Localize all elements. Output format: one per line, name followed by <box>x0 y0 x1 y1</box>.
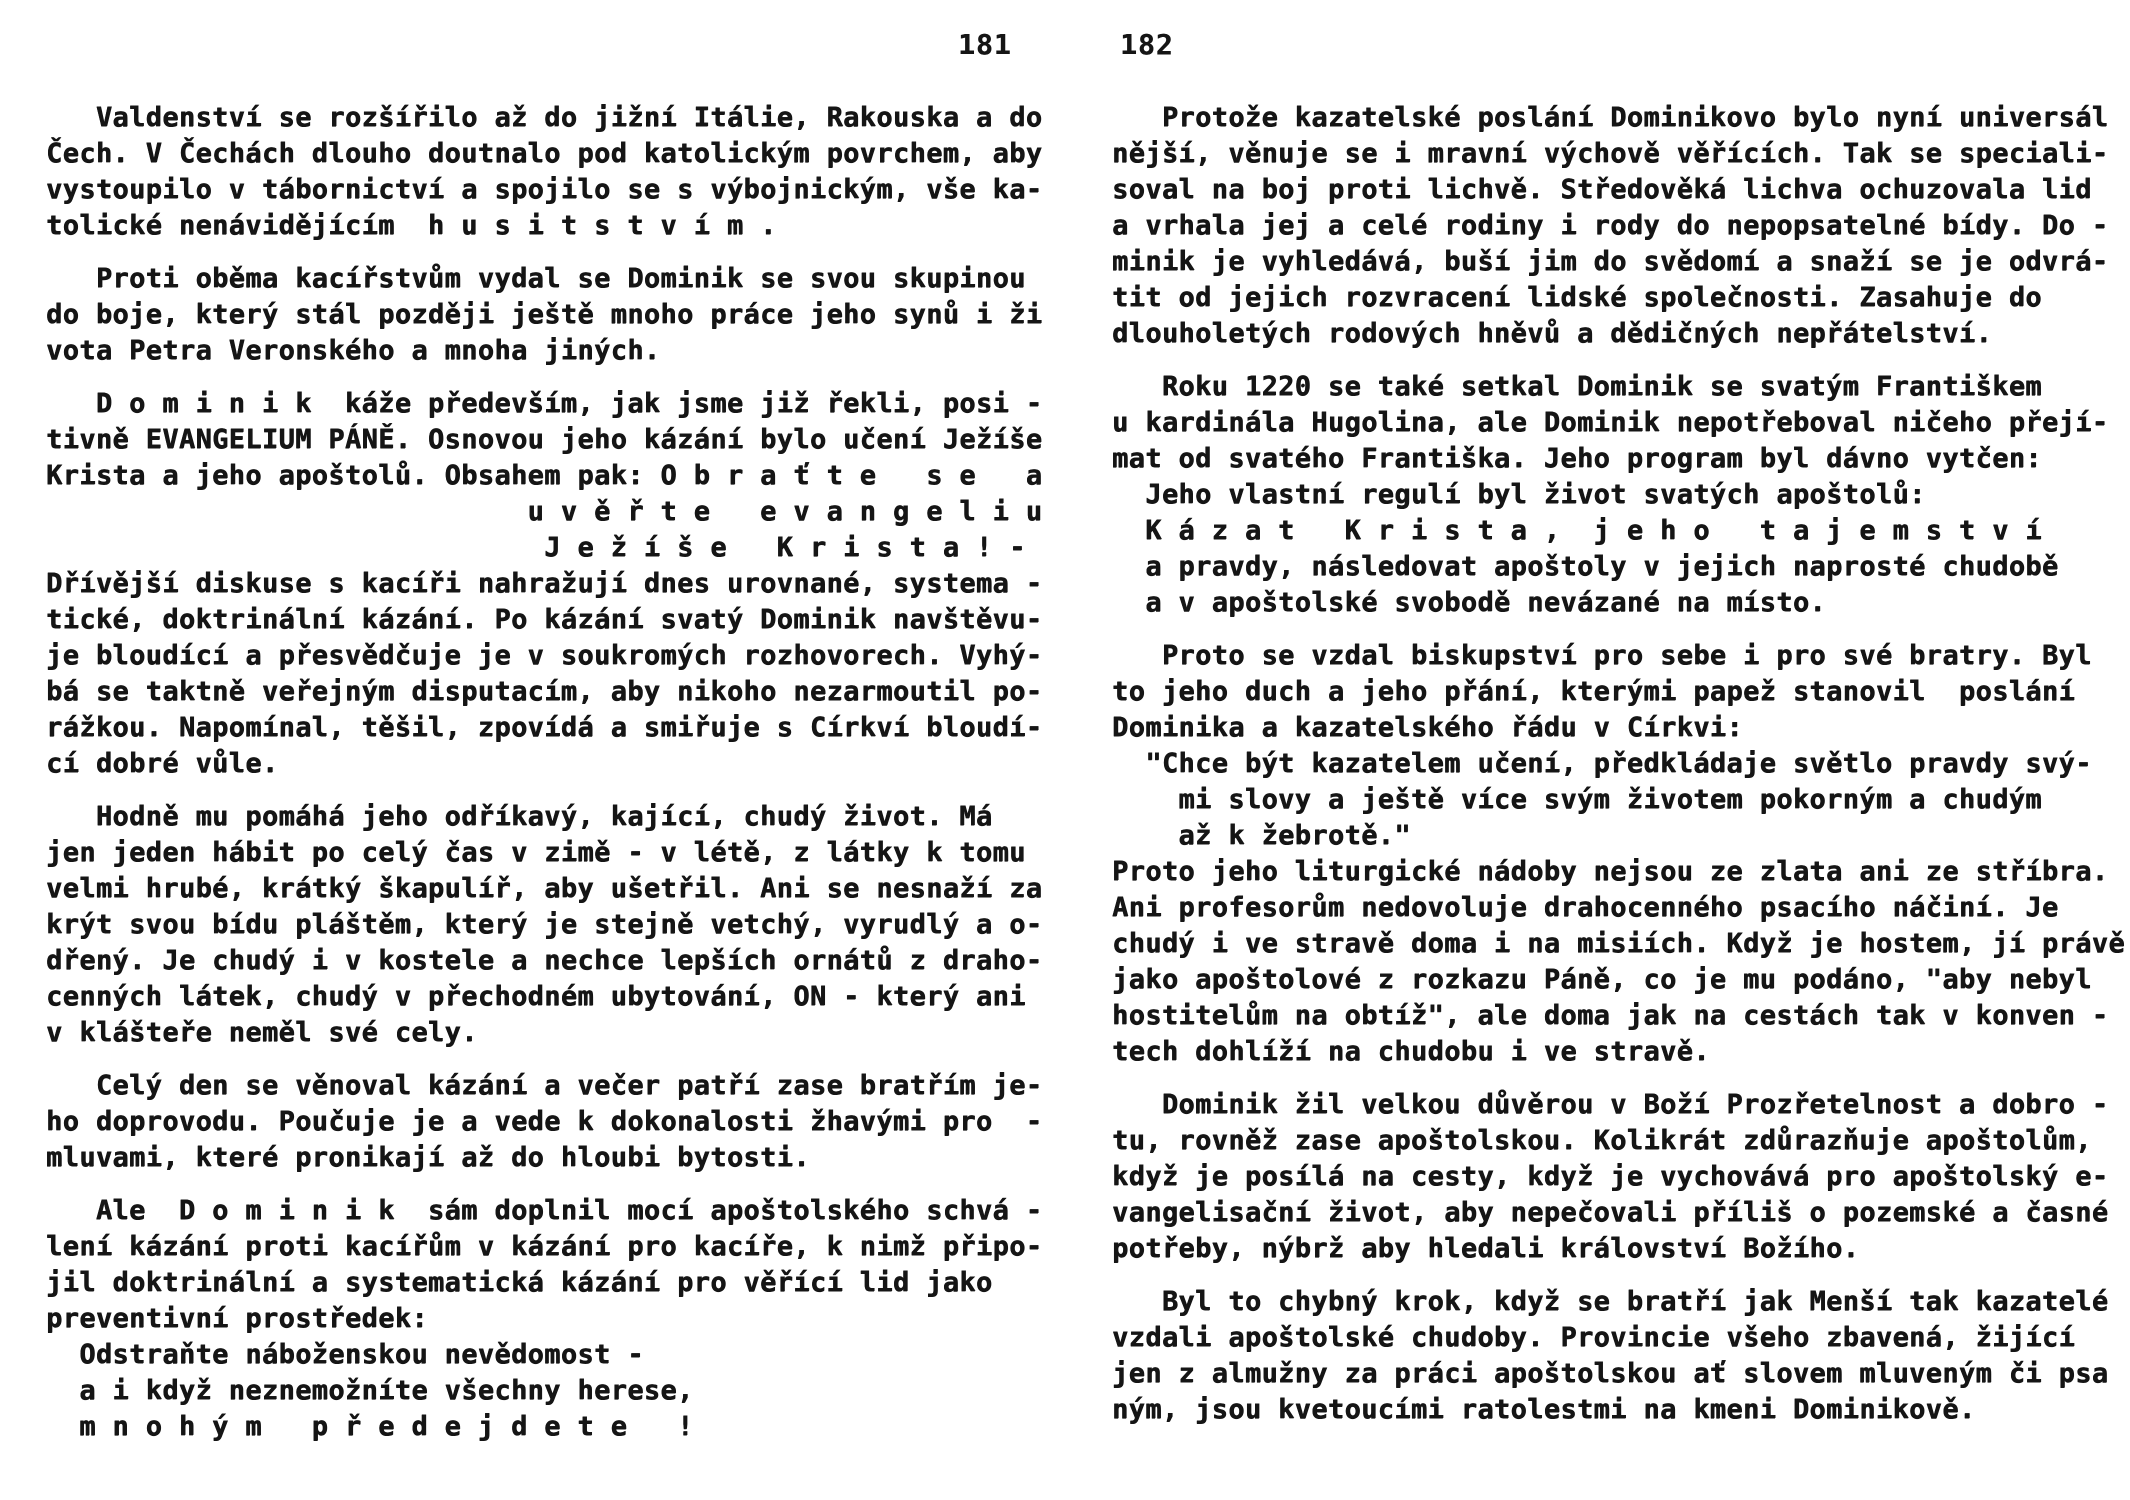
text-line: Krista a jeho apoštolů. Obsahem pak: O b r a ť t e s e a <box>46 460 1043 491</box>
text-line: hostitelům na obtíž", ale doma jak na cestách tak v konven - <box>1112 1000 2109 1031</box>
text-line: Dominika a kazatelského řádu v Církvi: <box>1112 712 1744 743</box>
text-line: mi slovy a ještě více svým životem pokorným a chudým <box>1112 784 2042 815</box>
page-right <box>1112 28 2125 1445</box>
text-line: vystoupilo v tábornictví a spojilo se s výbojnickým, vše ka- <box>46 174 1043 205</box>
text-line: K á z a t K r i s t a , j e h o t a j e m s t v í <box>1112 515 2042 546</box>
text-line: Ani profesorům nedovoluje drahocenného psacího náčiní. Je <box>1112 892 2059 923</box>
text-line: soval na boj proti lichvě. Středověká lichva ochuzovala lid <box>1112 174 2092 205</box>
text-line: tické, doktrinální kázání. Po kázání svatý Dominik navštěvu- <box>46 604 1043 635</box>
text-line: vzdali apoštolské chudoby. Provincie všeho zbavená, žijící <box>1112 1322 2076 1353</box>
paragraph <box>46 1193 1058 1445</box>
text-line: Ale D o m i n i k sám doplnil mocí apoštolského schvá - <box>46 1195 1043 1226</box>
text-line: a vrhala jej a celé rodiny i rody do nepopsatelné bídy. Do - <box>1112 210 2109 241</box>
text-line: nější, věnuje se i mravní výchově věřících. Tak se speciali- <box>1112 138 2109 169</box>
text-line: tit od jejich rozvracení lidské společnosti. Zasahuje do <box>1112 282 2042 313</box>
text-line: Byl to chybný krok, když se bratří jak Menší tak kazatelé <box>1112 1286 2109 1317</box>
text-line: Valdenství se rozšířilo až do jižní Itálie, Rakouska a do <box>46 102 1043 133</box>
text-line: Proto se vzdal biskupství pro sebe i pro své bratry. Byl <box>1112 640 2092 671</box>
paragraph <box>46 799 1058 1051</box>
text-line: jil doktrinální a systematická kázání pro věřící lid jako <box>46 1267 993 1298</box>
page-left <box>46 28 1058 1462</box>
text-line: minik je vyhledává, buší jim do svědomí a snaží se je odvrá- <box>1112 246 2109 277</box>
text-line: když je posílá na cesty, když je vychovává pro apoštolský e- <box>1112 1161 2109 1192</box>
text-line: dlouholetých rodových hněvů a dědičných nepřátelství. <box>1112 318 1993 349</box>
text-line: Dřívější diskuse s kacíři nahražují dnes urovnané, systema - <box>46 568 1043 599</box>
text-line: jako apoštolové z rozkazu Páně, co je mu podáno, "aby nebyl <box>1112 964 2092 995</box>
text-line: Jeho vlastní regulí byl život svatých apoštolů: <box>1112 479 1926 510</box>
text-line: u kardinála Hugolina, ale Dominik nepotřeboval ničeho přejí- <box>1112 407 2109 438</box>
text-line: mluvami, které pronikají až do hloubi bytosti. <box>46 1142 810 1173</box>
text-line: ho doprovodu. Poučuje je a vede k dokonalosti žhavými pro - <box>46 1106 1043 1137</box>
paragraph <box>1112 369 2112 621</box>
text-line: tu, rovněž zase apoštolskou. Kolikrát zdůrazňuje apoštolům, <box>1112 1125 2092 1156</box>
text-line: Hodně mu pomáhá jeho odříkavý, kající, chudý život. Má <box>46 801 993 832</box>
text-line: a i když neznemožníte všechny herese, <box>46 1375 694 1406</box>
text-line: D o m i n i k káže především, jak jsme již řekli, posi - <box>46 388 1043 419</box>
text-line: jen z almužny za práci apoštolskou ať slovem mluveným či psa <box>1112 1358 2109 1389</box>
paragraph <box>1112 100 2112 352</box>
text-line: ným, jsou kvetoucími ratolestmi na kmeni Dominikově. <box>1112 1394 1976 1425</box>
paragraph <box>46 386 1058 782</box>
text-line: cí dobré vůle. <box>46 748 279 779</box>
text-line: bá se taktně veřejným disputacím, aby nikoho nezarmoutil po- <box>46 676 1043 707</box>
paragraph <box>1112 638 2125 1070</box>
text-line: u v ě ř t e e v a n g e l i u <box>46 496 1043 527</box>
text-line: dřený. Je chudý i v kostele a nechce lepších ornátů z draho- <box>46 945 1043 976</box>
text-line: tivně EVANGELIUM PÁNĚ. Osnovou jeho kázání bylo učení Ježíše <box>46 424 1043 455</box>
text-line: velmi hrubé, krátký škapulíř, aby ušetřil. Ani se nesnaží za <box>46 873 1043 904</box>
text-line: do boje, který stál později ještě mnoho práce jeho synů i ži <box>46 299 1043 330</box>
page-number: 182 <box>1120 28 1174 61</box>
text-line: a pravdy, následovat apoštoly v jejich naprosté chudobě <box>1112 551 2059 582</box>
text-line: Protože kazatelské poslání Dominikovo bylo nyní universál <box>1112 102 2109 133</box>
text-line: to jeho duch a jeho přání, kterými papež stanovil poslání <box>1112 676 2076 707</box>
page-left-content <box>46 100 1058 1445</box>
text-line: Roku 1220 se také setkal Dominik se svatým Františkem <box>1112 371 2042 402</box>
paragraph <box>46 100 1058 244</box>
text-line: jen jeden hábit po celý čas v zimě - v létě, z látky k tomu <box>46 837 1026 868</box>
paragraph <box>1112 1284 2112 1428</box>
text-line: cenných látek, chudý v přechodném ubytování, ON - který ani <box>46 981 1026 1012</box>
text-line: a v apoštolské svobodě nevázané na místo. <box>1112 587 1827 618</box>
text-line: J e ž í š e K r i s t a ! - <box>46 532 1026 563</box>
text-line: "Chce být kazatelem učení, předkládaje světlo pravdy svý- <box>1112 748 2092 779</box>
page-right-content <box>1112 100 2125 1428</box>
text-line: potřeby, nýbrž aby hledali království Božího. <box>1112 1233 1860 1264</box>
text-line: v klášteře neměl své cely. <box>46 1017 478 1048</box>
text-line: mat od svatého Františka. Jeho program byl dávno vytčen: <box>1112 443 2042 474</box>
text-line: krýt svou bídu pláštěm, který je stejně vetchý, vyrudlý a o- <box>46 909 1043 940</box>
paragraph <box>1112 1087 2112 1267</box>
text-line: Dominik žil velkou důvěrou v Boží Prozřetelnost a dobro - <box>1112 1089 2109 1120</box>
text-line: tech dohlíží na chudobu i ve stravě. <box>1112 1036 1710 1067</box>
text-line: chudý i ve stravě doma i na misiích. Když je hostem, jí právě <box>1112 928 2125 959</box>
text-line: Celý den se věnoval kázání a večer patří zase bratřím je- <box>46 1070 1043 1101</box>
page-number: 181 <box>958 28 1012 61</box>
paragraph <box>46 1068 1058 1176</box>
text-line: lení kázání proti kacířům v kázání pro kacíře, k nimž připo- <box>46 1231 1043 1262</box>
text-line: rážkou. Napomínal, těšil, zpovídá a smiřuje s Církví bloudí- <box>46 712 1043 743</box>
paragraph <box>46 261 1058 369</box>
text-line: m n o h ý m p ř e d e j d e t e ! <box>46 1411 694 1442</box>
text-line: tolické nenávidějícím h u s i t s t v í m . <box>46 210 777 241</box>
text-line: až k žebrotě." <box>1112 820 1411 851</box>
text-line: vota Petra Veronského a mnoha jiných. <box>46 335 661 366</box>
text-line: Odstraňte náboženskou nevědomost - <box>46 1339 644 1370</box>
text-line: vangelisační život, aby nepečovali příliš o pozemské a časné <box>1112 1197 2109 1228</box>
text-line: Proti oběma kacířstvům vydal se Dominik se svou skupinou <box>46 263 1026 294</box>
text-line: Čech. V Čechách dlouho doutnalo pod katolickým povrchem, aby <box>46 138 1043 169</box>
text-line: Proto jeho liturgické nádoby nejsou ze zlata ani ze stříbra. <box>1112 856 2109 887</box>
text-line: je bloudící a přesvědčuje je v soukromých rozhovorech. Vyhý- <box>46 640 1043 671</box>
text-line: preventivní prostředek: <box>46 1303 428 1334</box>
